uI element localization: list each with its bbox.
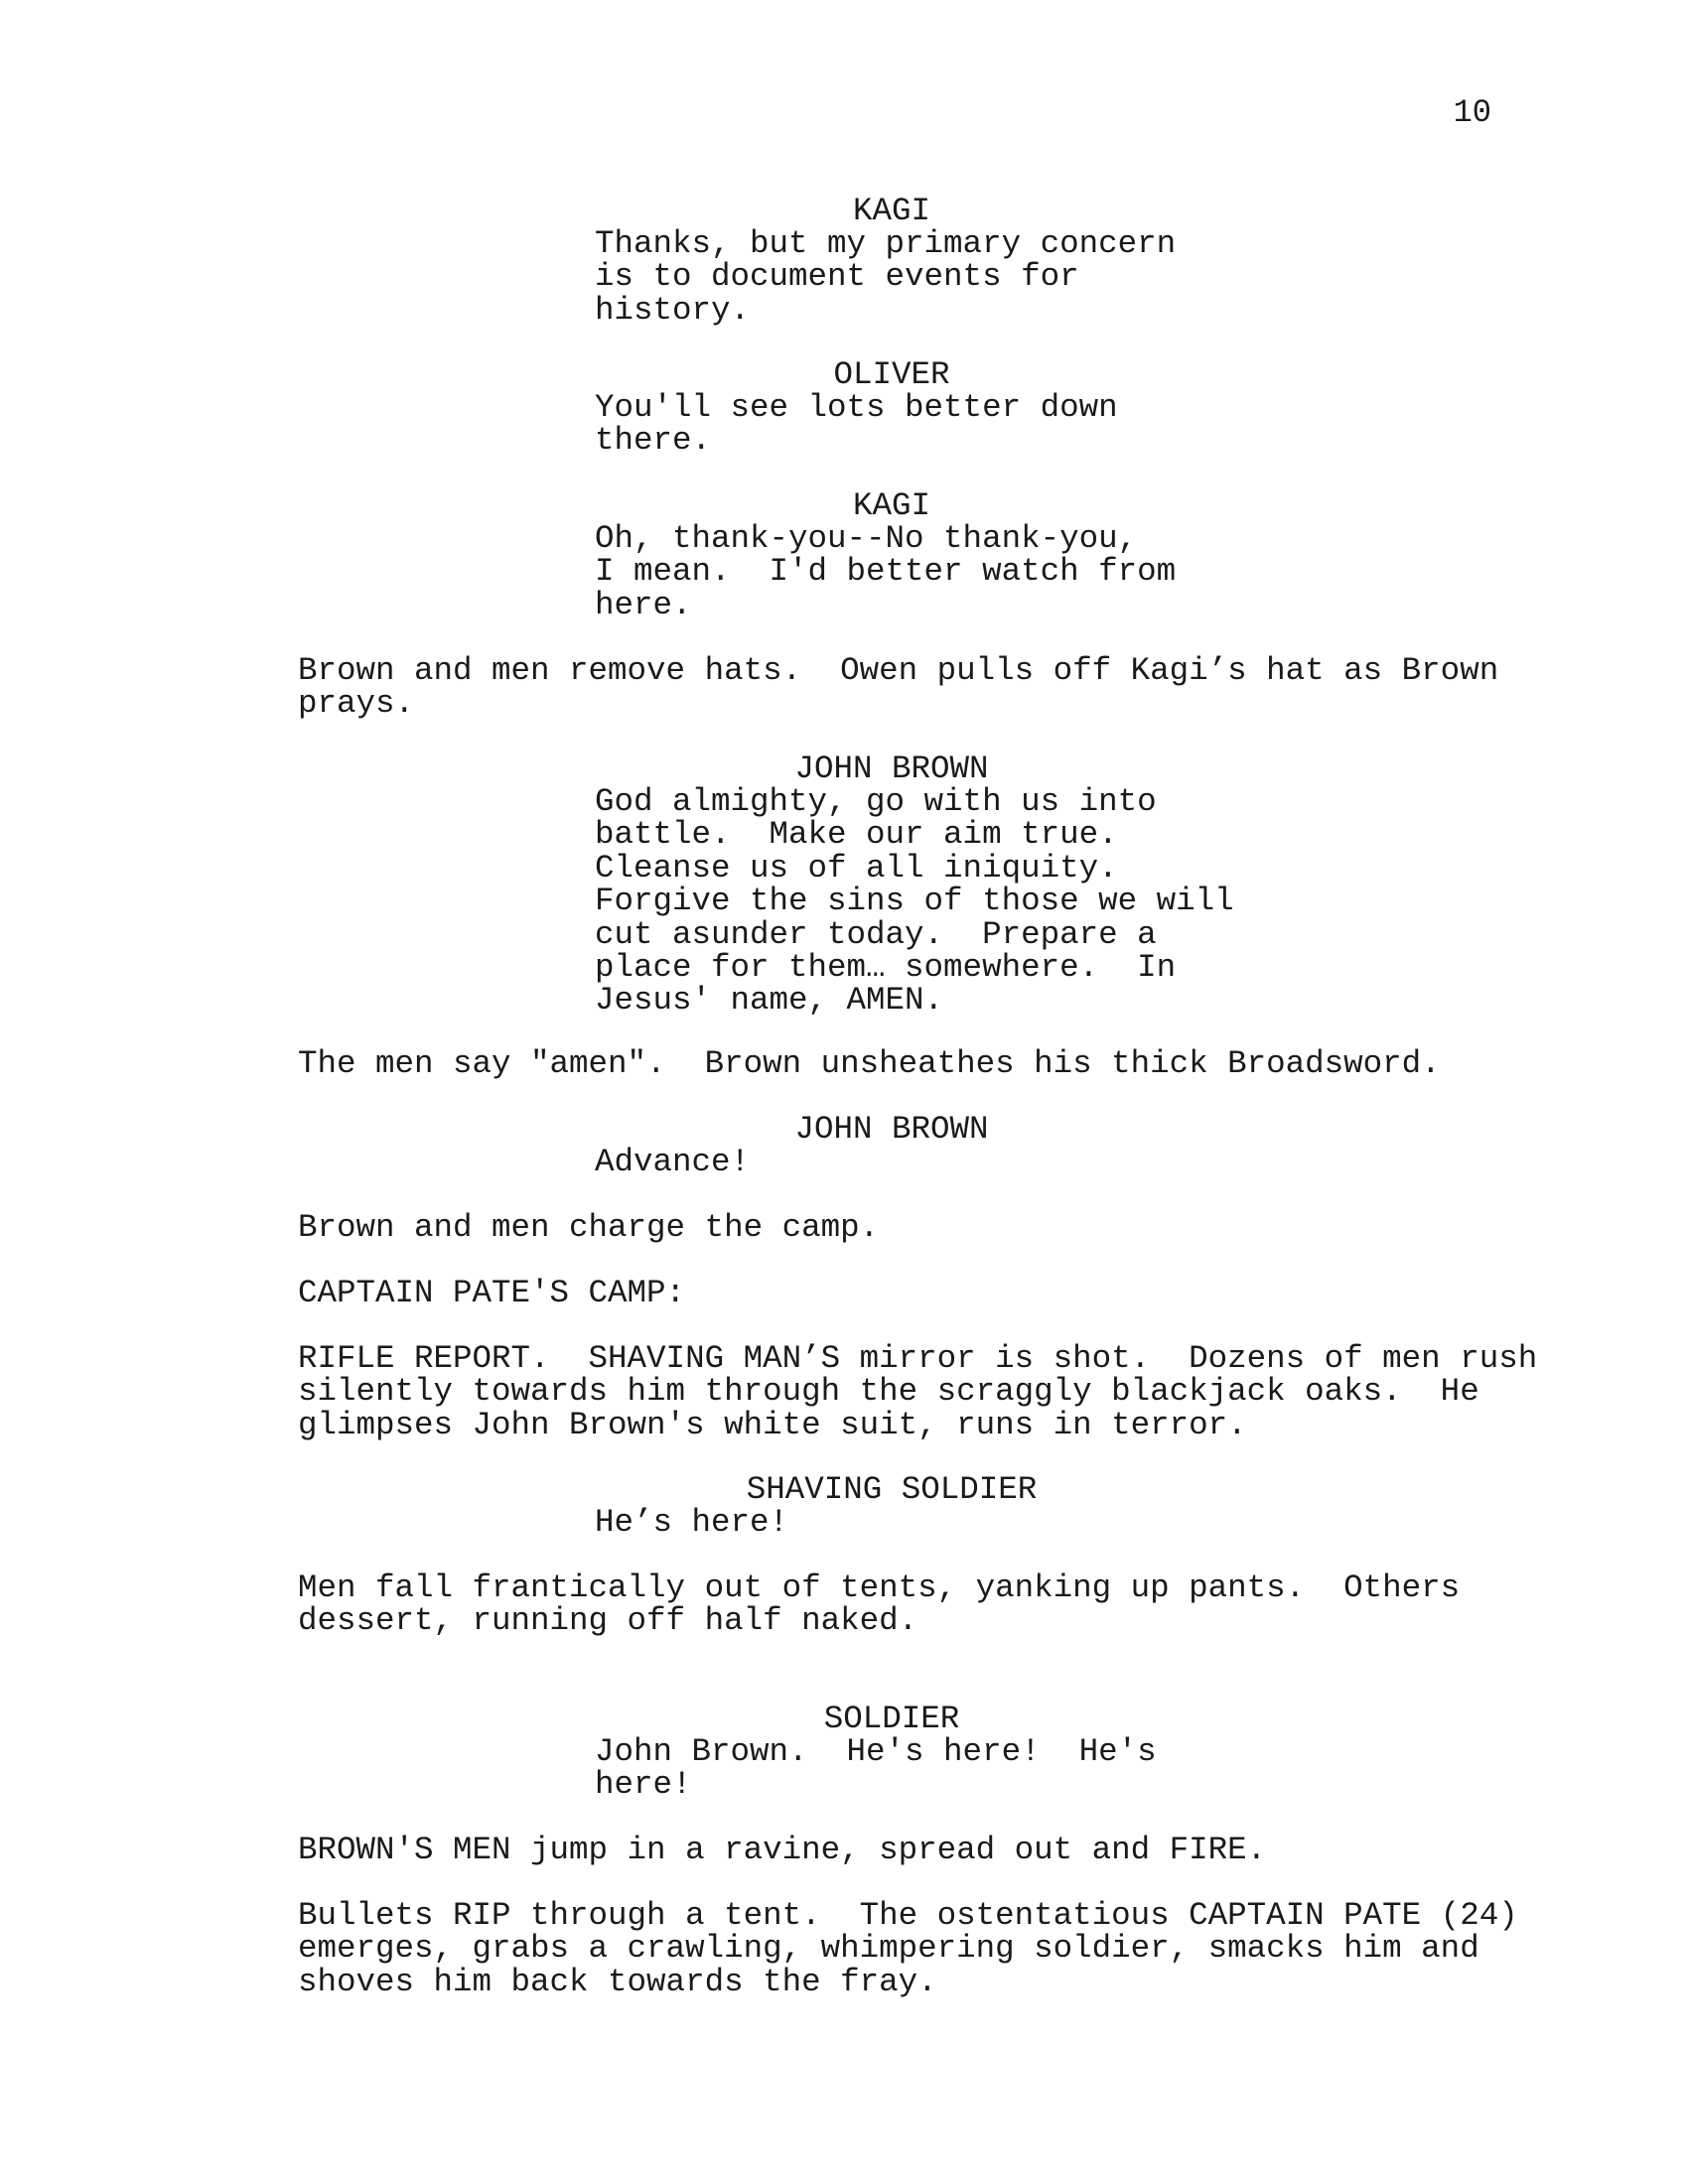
action-line: Men fall frantically out of tents, yanking up pants. Others dessert, running off half naked. [298,1570,1461,1640]
character-cue-kagi: KAGI [852,193,930,229]
dialogue-shaving-soldier: He’s here! [595,1504,789,1541]
page-number: 10 [1453,94,1491,131]
dialogue-kagi: Thanks, but my primary concern is to document events for history. [595,225,1177,329]
action-line: The men say "amen". Brown unsheathes his thick Broadsword. [298,1045,1441,1082]
character-cue-john-brown: JOHN BROWN [794,751,989,787]
action-line: Brown and men charge the camp. [298,1209,880,1246]
character-cue-soldier: SOLDIER [823,1701,960,1737]
dialogue-oliver: You'll see lots better down there. [595,389,1118,460]
action-line: Bullets RIP through a tent. The ostentatious CAPTAIN PATE (24) emerges, grabs a crawling, whimpering soldier, smacks him and shoves him back towards the fray. [298,1897,1518,2000]
character-cue-shaving-soldier: SHAVING SOLDIER [746,1471,1038,1508]
character-cue-john-brown: JOHN BROWN [794,1111,989,1148]
character-cue-oliver: OLIVER [833,356,950,393]
action-line: Brown and men remove hats. Owen pulls off Kagi’s hat as Brown prays. [298,652,1499,723]
dialogue-kagi: Oh, thank-you--No thank-you, I mean. I'd better watch from here. [595,520,1177,623]
scene-heading: CAPTAIN PATE'S CAMP: [298,1275,686,1311]
dialogue-john-brown: Advance! [595,1144,751,1180]
action-line: BROWN'S MEN jump in a ravine, spread out and FIRE. [298,1832,1267,1868]
action-line: RIFLE REPORT. SHAVING MAN’S mirror is shot. Dozens of men rush silently towards him through the scraggly blackjack oaks. He glimpses John Brown's white suit, runs in terror. [298,1340,1538,1443]
dialogue-soldier: John Brown. He's here! He's here! [595,1733,1157,1804]
character-cue-kagi: KAGI [852,487,930,524]
dialogue-john-brown: God almighty, go with us into battle. Make our aim true. Cleanse us of all iniquity. Forgive the sins of those we will cut asunder today. Prepare a place for them… somewhere. In Jesus' name, AMEN. [595,783,1234,1020]
